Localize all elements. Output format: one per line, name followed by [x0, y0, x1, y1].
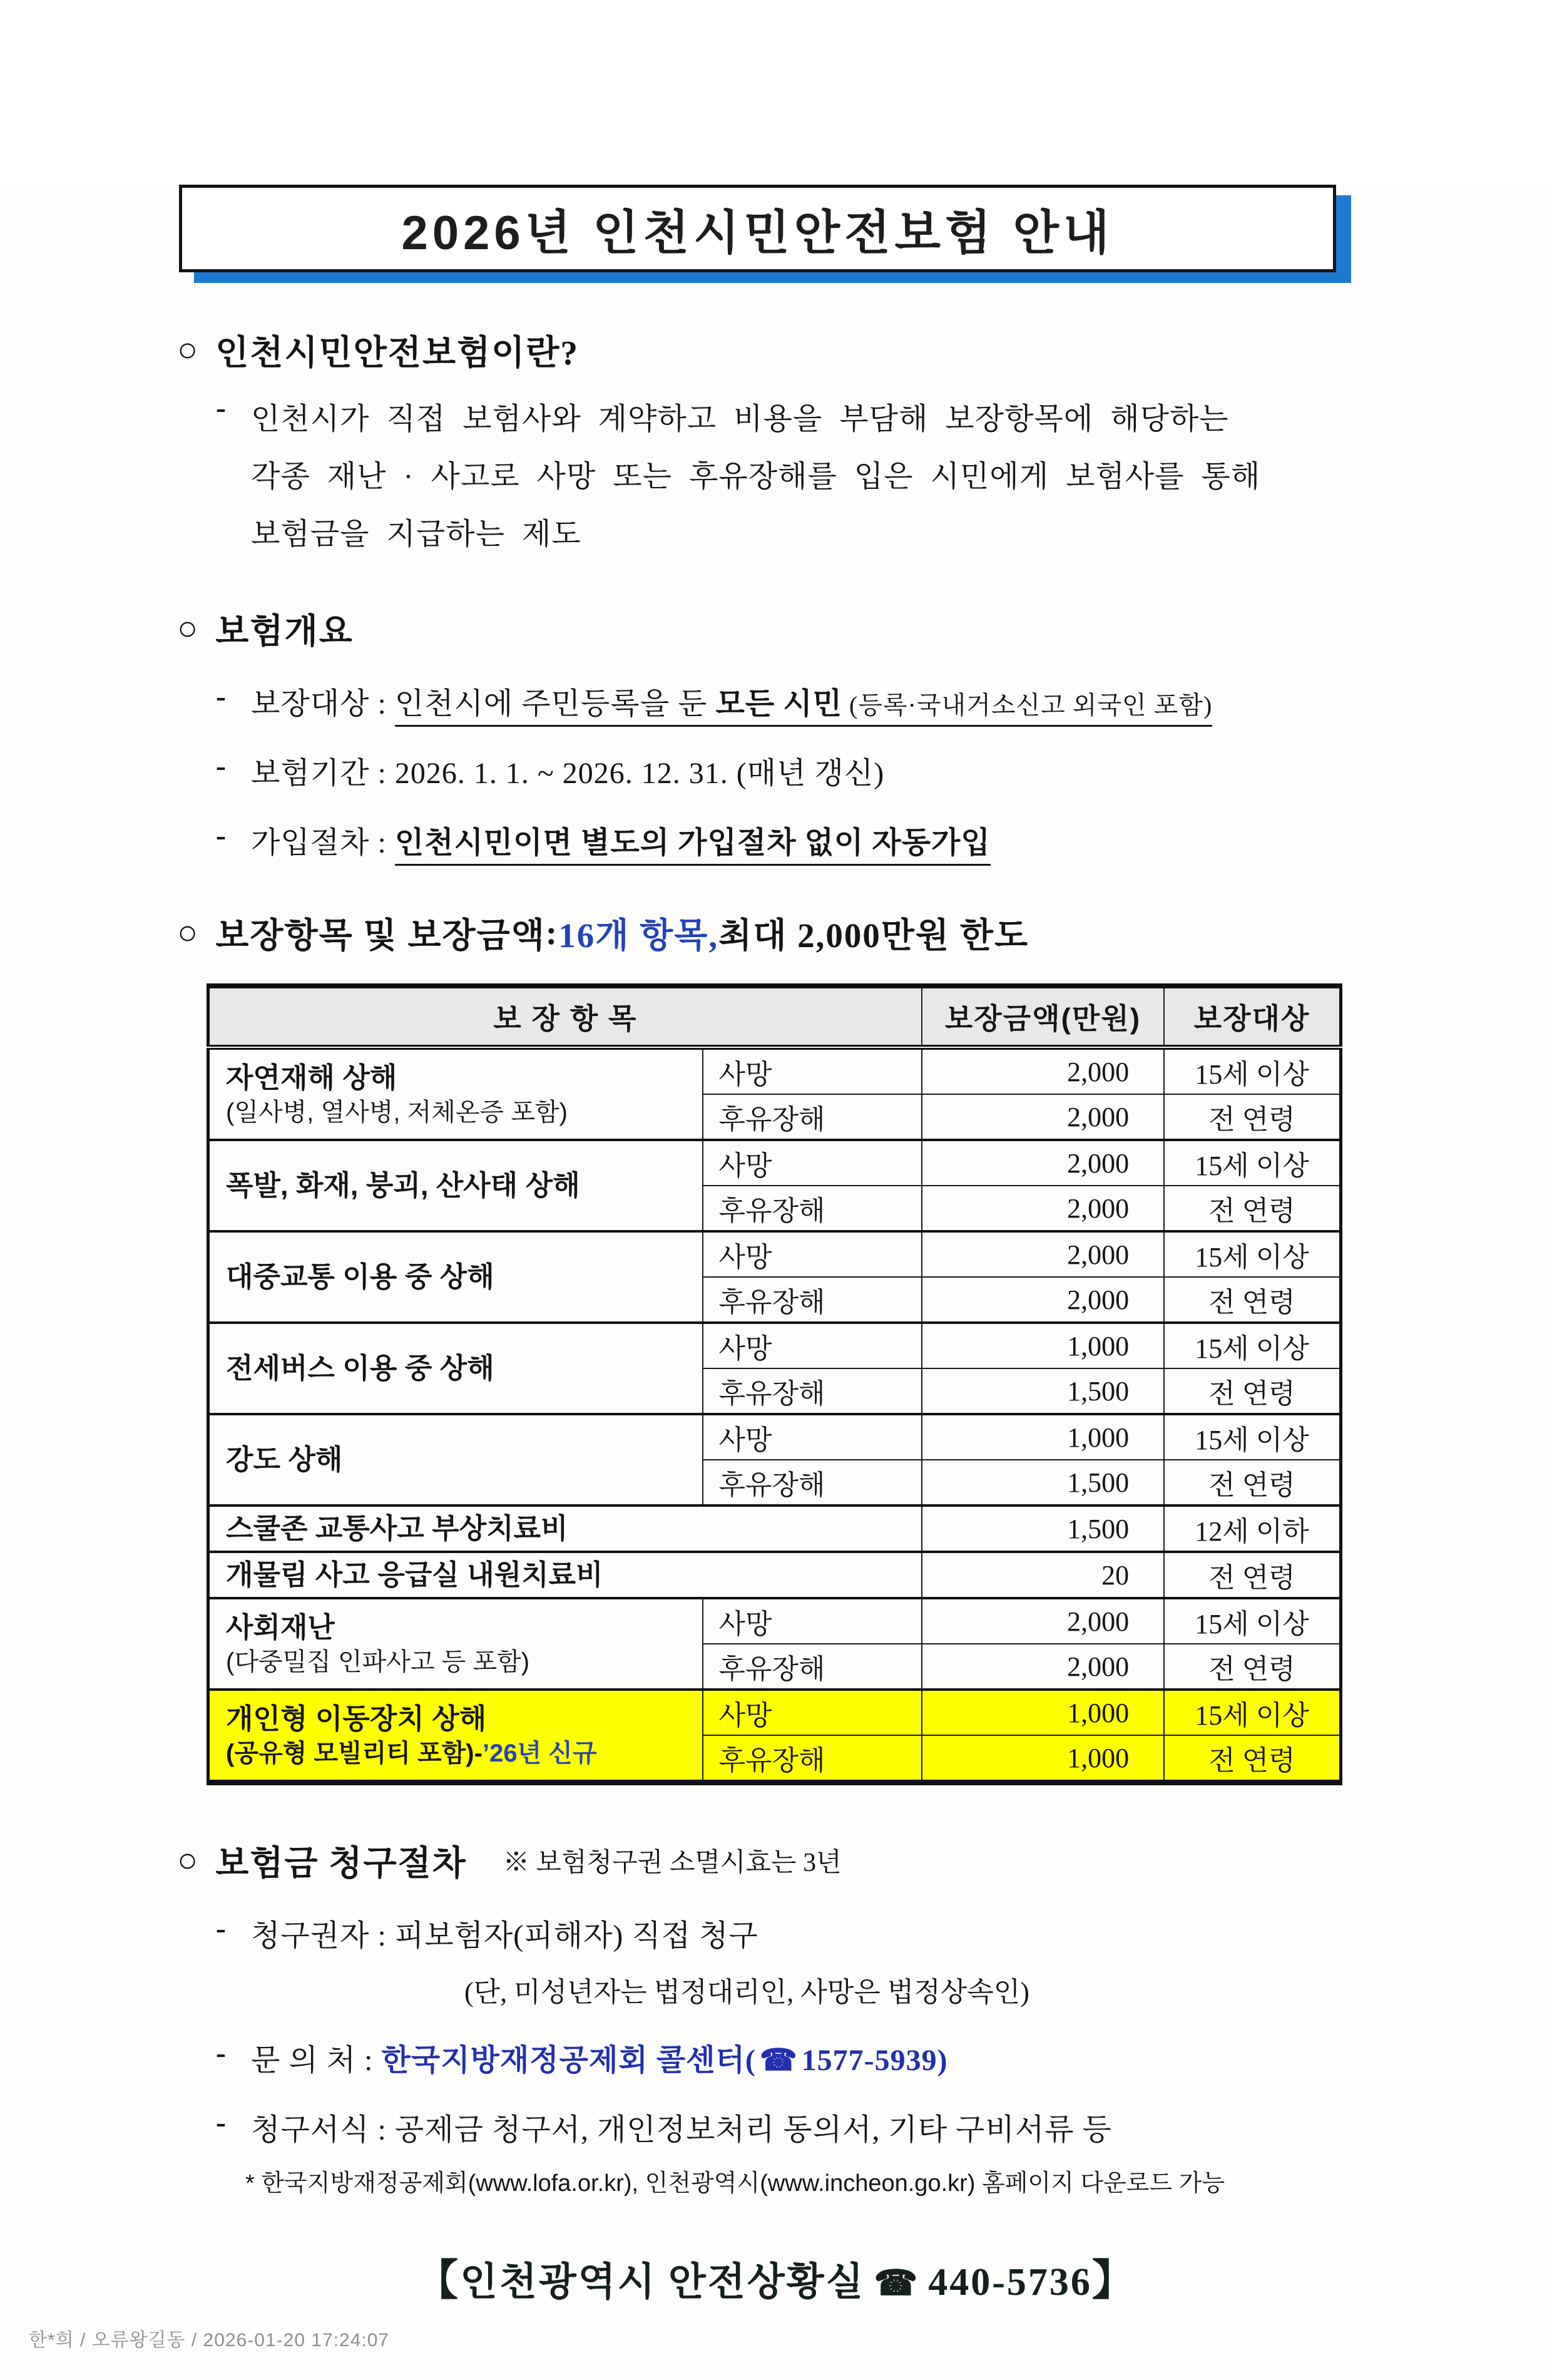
overview-enrollment-value-bold: 자동가입 [872, 826, 991, 859]
coverage-amount-cell: 1,000 [922, 1414, 1164, 1460]
coverage-subtype-cell: 사망 [703, 1323, 921, 1368]
dash-bullet: - [216, 819, 227, 852]
overview-item-period [216, 749, 1552, 792]
coverage-subtype-cell: 사망 [703, 1231, 921, 1277]
intro-line: 보험금을 지급하는 제도 [251, 518, 581, 551]
coverage-item-note: (일사병, 열사병, 저체온증 포함) [226, 1099, 568, 1126]
table-row [208, 1552, 1341, 1598]
overview-target-value-bold: 모든 시민 [715, 687, 842, 721]
intro-line: 각종 재난 · 사고로 사망 또는 후유장해를 입은 시민에게 보험사를 통해 [251, 460, 1261, 493]
section-marker-icon: ○ [177, 331, 200, 369]
intro-lines [251, 391, 1260, 563]
phone-icon: ☎ [759, 2044, 798, 2077]
coverage-amount-cell: 1,000 [922, 1690, 1164, 1735]
overview-enrollment-value: 인천시민이면 별도의 가입절차 없이 [394, 826, 872, 859]
table-row [208, 1598, 1341, 1644]
print-watermark: 한*희 / 오류왕길동 / 2026-01-20 17:24:07 [29, 2330, 390, 2351]
coverage-item-name: 개물림 사고 응급실 내원치료비 [226, 1559, 603, 1591]
coverage-subtype-cell: 후유장해 [703, 1186, 921, 1231]
coverage-table-body [208, 1047, 1341, 1783]
claim-item-contact [216, 2036, 1552, 2079]
contact-label: 문 의 처 [251, 2044, 357, 2077]
coverage-header-amount: 보장금액(만원) [922, 986, 1164, 1047]
label-separator: : [369, 757, 395, 790]
coverage-target-cell: 전 연령 [1164, 1368, 1340, 1414]
table-row [208, 1414, 1341, 1460]
section-heading-coverage [177, 908, 1552, 957]
coverage-heading-accent: 16개 항목, [558, 916, 719, 955]
dash-bullet: - [216, 2106, 227, 2139]
coverage-target-cell: 전 연령 [1164, 1735, 1340, 1783]
coverage-subtype-cell: 후유장해 [703, 1368, 921, 1414]
coverage-amount-cell: 1,000 [922, 1323, 1164, 1368]
claimant-value: 피보험자(피해자) 직접 청구 [394, 1919, 758, 1952]
overview-period-label: 보험기간 [251, 757, 370, 790]
label-separator: : [356, 2044, 382, 2077]
overview-target-value: 인천시에 주민등록을 둔 [394, 687, 716, 721]
coverage-amount-cell: 2,000 [922, 1231, 1164, 1277]
overview-heading: 보험개요 [215, 612, 354, 650]
coverage-target-cell: 15세 이상 [1164, 1047, 1340, 1094]
dash-bullet: - [216, 680, 227, 713]
coverage-amount-cell: 2,000 [922, 1094, 1164, 1140]
coverage-item-name: 전세버스 이용 중 상해 [226, 1352, 494, 1384]
coverage-item-note-prefix: (공유형 모빌리티 포함)- [226, 1740, 482, 1767]
table-row [208, 1690, 1341, 1735]
title-box [179, 185, 1336, 272]
coverage-target-cell: 15세 이상 [1164, 1598, 1340, 1644]
coverage-table-header-row [208, 986, 1341, 1047]
coverage-subtype-cell: 후유장해 [703, 1735, 921, 1783]
coverage-item-cell [208, 1323, 703, 1414]
contact-phone-number: 1577-5939 [801, 2044, 937, 2077]
coverage-subtype-cell: 사망 [703, 1047, 921, 1094]
coverage-header-item: 보 장 항 목 [208, 986, 922, 1047]
coverage-item-cell [208, 1047, 703, 1140]
contact-value-prefix: 한국지방재정공제회 콜센터( [381, 2044, 756, 2077]
coverage-target-cell: 15세 이상 [1164, 1690, 1340, 1735]
coverage-target-cell: 15세 이상 [1164, 1231, 1340, 1277]
dash-bullet: - [216, 1912, 227, 1945]
claim-footnote: * 한국지방재정공제회(www.lofa.or.kr), 인천광역시(www.incheon.go.kr) 홈페이지 다운로드 가능 [245, 2170, 1225, 2197]
coverage-subtype-cell: 사망 [703, 1140, 921, 1186]
coverage-item-name: 강도 상해 [226, 1444, 343, 1475]
footer-bracket-left: 【 [416, 2257, 461, 2304]
coverage-item-note [226, 1737, 702, 1770]
coverage-target-cell: 15세 이상 [1164, 1323, 1340, 1368]
claim-heading-note: ※ 보험청구권 소멸시효는 3년 [503, 1848, 842, 1877]
coverage-subtype-cell: 사망 [703, 1690, 921, 1735]
coverage-item-cell [208, 1690, 703, 1783]
contact-value-suffix: ) [937, 2044, 948, 2077]
intro-line: 인천시가 직접 보험사와 계약하고 비용을 부담해 보장항목에 해당하는 [251, 403, 1229, 436]
coverage-item-cell [208, 1414, 703, 1505]
table-row [208, 1505, 1341, 1552]
section-heading-overview [177, 603, 1552, 653]
coverage-target-cell: 12세 이하 [1164, 1505, 1340, 1552]
coverage-header-target: 보장대상 [1164, 986, 1340, 1047]
dash-bullet: - [216, 391, 227, 424]
intro-heading: 인천시민안전보험이란? [215, 334, 579, 372]
section-heading-claim [177, 1835, 1552, 1885]
coverage-amount-cell: 1,500 [922, 1460, 1164, 1505]
coverage-amount-cell: 1,500 [922, 1505, 1164, 1552]
coverage-item-cell [208, 1231, 703, 1323]
forms-label: 청구서식 [251, 2113, 370, 2147]
section-heading-intro [177, 325, 1552, 374]
section-marker-icon: ○ [177, 1841, 200, 1879]
coverage-item-cell [208, 1505, 922, 1552]
coverage-item-name: 대중교통 이용 중 상해 [226, 1261, 494, 1293]
coverage-table [207, 983, 1342, 1785]
overview-item-target [216, 679, 1552, 722]
footer-bracket-right: 】 [1091, 2257, 1136, 2304]
coverage-heading: 보장항목 및 보장금액 [215, 916, 546, 955]
intro-paragraph [216, 391, 1552, 563]
footer-text: 인천광역시 안전상황실 [460, 2261, 865, 2304]
footer-banner [0, 2247, 1552, 2307]
coverage-target-cell: 전 연령 [1164, 1460, 1340, 1505]
table-row [208, 1231, 1341, 1277]
overview-enrollment-label: 가입절차 [251, 826, 370, 859]
coverage-subtype-cell: 사망 [703, 1598, 921, 1644]
coverage-subtype-cell: 후유장해 [703, 1644, 921, 1690]
coverage-target-cell: 전 연령 [1164, 1186, 1340, 1231]
coverage-amount-cell: 20 [922, 1552, 1164, 1598]
claimant-label: 청구권자 [251, 1919, 370, 1952]
section-marker-icon: ○ [177, 913, 200, 951]
coverage-target-cell: 15세 이상 [1164, 1414, 1340, 1460]
coverage-target-cell: 전 연령 [1164, 1644, 1340, 1690]
overview-period-value: 2026. 1. 1. ~ 2026. 12. 31. (매년 갱신) [394, 757, 885, 790]
coverage-amount-cell: 2,000 [922, 1047, 1164, 1094]
table-row [208, 1047, 1341, 1094]
coverage-amount-cell: 2,000 [922, 1140, 1164, 1186]
coverage-item-cell [208, 1598, 703, 1690]
table-row [208, 1323, 1341, 1368]
coverage-item-name: 폭발, 화재, 붕괴, 산사태 상해 [226, 1169, 580, 1201]
coverage-item-name: 자연재해 상해 [226, 1062, 397, 1094]
coverage-item-note-accent: ’26년 신규 [482, 1740, 597, 1767]
section-marker-icon: ○ [177, 609, 200, 647]
coverage-target-cell: 전 연령 [1164, 1094, 1340, 1140]
coverage-item-note: (다중밀집 인파사고 등 포함) [226, 1648, 530, 1676]
claim-item-claimant [216, 1911, 1552, 1954]
overview-target-label: 보장대상 [251, 687, 370, 721]
coverage-item-name: 사회재난 [226, 1611, 335, 1643]
label-separator: : [369, 687, 395, 721]
dash-bullet: - [216, 2036, 227, 2070]
phone-icon: ☎ [874, 2264, 920, 2303]
label-separator: : [545, 913, 559, 951]
label-separator: : [369, 2113, 395, 2147]
coverage-amount-cell: 2,000 [922, 1598, 1164, 1644]
label-separator: : [369, 1919, 395, 1952]
document-page [0, 185, 1552, 2380]
coverage-amount-cell: 2,000 [922, 1277, 1164, 1323]
coverage-amount-cell: 2,000 [922, 1186, 1164, 1231]
coverage-heading-rest: 최대 2,000만원 한도 [718, 916, 1029, 955]
coverage-amount-cell: 1,000 [922, 1735, 1164, 1783]
coverage-item-name: 스쿨존 교통사고 부상치료비 [226, 1512, 568, 1544]
coverage-target-cell: 전 연령 [1164, 1277, 1340, 1323]
overview-target-note: (등록·국내거소신고 외국인 포함) [842, 691, 1213, 719]
claim-heading: 보험금 청구절차 [215, 1844, 467, 1882]
forms-value: 공제금 청구서, 개인정보처리 동의서, 기타 구비서류 등 [394, 2113, 1112, 2147]
table-row [208, 1140, 1341, 1186]
claim-item-forms [216, 2105, 1552, 2148]
label-separator: : [369, 826, 395, 859]
overview-item-enrollment [216, 818, 1552, 861]
page-title: 2026년 인천시민안전보험 안내 [401, 206, 1114, 260]
coverage-target-cell: 15세 이상 [1164, 1140, 1340, 1186]
dash-bullet: - [216, 749, 227, 782]
coverage-subtype-cell: 후유장해 [703, 1277, 921, 1323]
coverage-amount-cell: 2,000 [922, 1644, 1164, 1690]
coverage-item-cell [208, 1552, 922, 1598]
coverage-subtype-cell: 후유장해 [703, 1460, 921, 1505]
coverage-item-name: 개인형 이동장치 상해 [226, 1703, 487, 1735]
coverage-subtype-cell: 후유장해 [703, 1094, 921, 1140]
coverage-amount-cell: 1,500 [922, 1368, 1164, 1414]
claimant-subnote: (단, 미성년자는 법정대리인, 사망은 법정상속인) [464, 1977, 1029, 2008]
coverage-subtype-cell: 사망 [703, 1414, 921, 1460]
coverage-target-cell: 전 연령 [1164, 1552, 1340, 1598]
footer-phone-number: 440-5736 [928, 2261, 1092, 2304]
coverage-item-cell [208, 1140, 703, 1231]
